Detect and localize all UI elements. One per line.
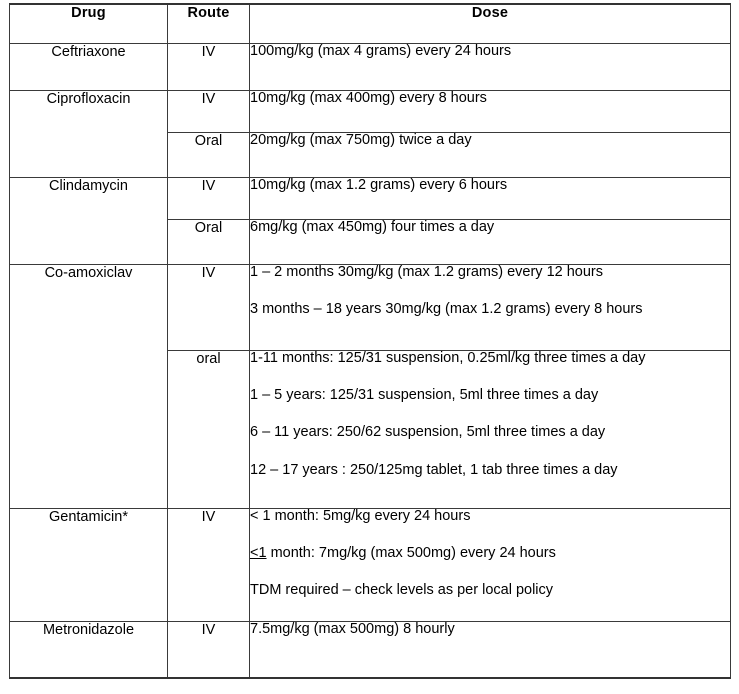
drug-name-cell: Clindamycin — [10, 178, 168, 265]
dose-cell — [250, 91, 731, 133]
dose-cell — [250, 622, 731, 679]
dose-cell — [250, 133, 731, 178]
table-row — [10, 509, 731, 622]
dose-cell — [250, 44, 731, 91]
dose-line-remainder: month: 7mg/kg (max 500mg) every 24 hours — [266, 545, 556, 562]
table-row — [10, 178, 731, 220]
drug-name-cell: Ciprofloxacin — [10, 91, 168, 178]
table-row — [10, 44, 731, 91]
dose-line: 3 months – 18 years 30mg/kg (max 1.2 grams) every 8 hours — [250, 301, 643, 318]
route-cell: IV — [168, 178, 250, 220]
dose-line-underlined — [250, 546, 730, 561]
column-header-drug: Drug — [10, 4, 168, 44]
antimicrobial-dose-table — [9, 3, 731, 679]
column-header-route: Route — [168, 4, 250, 44]
route-cell: Oral — [168, 220, 250, 265]
table-row — [10, 91, 731, 133]
dose-line: 100mg/kg (max 4 grams) every 24 hours — [250, 43, 512, 59]
dose-line: 6 – 11 years: 250/62 suspension, 5ml three times a day — [250, 424, 606, 441]
dose-line: 1-11 months: 125/31 suspension, 0.25ml/kg three times a day — [250, 350, 646, 366]
dose-cell — [250, 178, 731, 220]
dose-line: 20mg/kg (max 750mg) twice a day — [250, 132, 472, 148]
dose-line: TDM required – check levels as per local policy — [250, 582, 554, 599]
drug-name-cell: Ceftriaxone — [10, 44, 168, 91]
dose-line: 7.5mg/kg (max 500mg) 8 hourly — [250, 621, 455, 637]
route-cell: IV — [168, 265, 250, 351]
column-header-dose: Dose — [250, 4, 731, 44]
route-cell: IV — [168, 622, 250, 679]
less-than-or-equal-marker: <1 — [250, 545, 267, 562]
route-cell: IV — [168, 91, 250, 133]
dose-line: 10mg/kg (max 400mg) every 8 hours — [250, 90, 487, 106]
drug-name-cell: Co-amoxiclav — [10, 265, 168, 509]
dose-cell — [250, 220, 731, 265]
drug-name-cell: Metronidazole — [10, 622, 168, 679]
drug-name-cell: Gentamicin* — [10, 509, 168, 622]
route-cell: oral — [168, 351, 250, 509]
table-row — [10, 265, 731, 351]
dose-line: 1 – 2 months 30mg/kg (max 1.2 grams) every 12 hours — [250, 264, 603, 280]
dose-line: 10mg/kg (max 1.2 grams) every 6 hours — [250, 177, 508, 193]
route-cell: IV — [168, 44, 250, 91]
route-cell: Oral — [168, 133, 250, 178]
table-header-row — [10, 4, 731, 44]
dose-line: 1 – 5 years: 125/31 suspension, 5ml three times a day — [250, 387, 599, 404]
dose-cell — [250, 265, 731, 351]
dose-line: 12 – 17 years : 250/125mg tablet, 1 tab three times a day — [250, 461, 618, 478]
table-row — [10, 622, 731, 679]
dose-cell — [250, 351, 731, 509]
route-cell: IV — [168, 509, 250, 622]
dose-line: 6mg/kg (max 450mg) four times a day — [250, 219, 495, 235]
dose-cell — [250, 509, 731, 622]
dose-line: < 1 month: 5mg/kg every 24 hours — [250, 508, 471, 524]
